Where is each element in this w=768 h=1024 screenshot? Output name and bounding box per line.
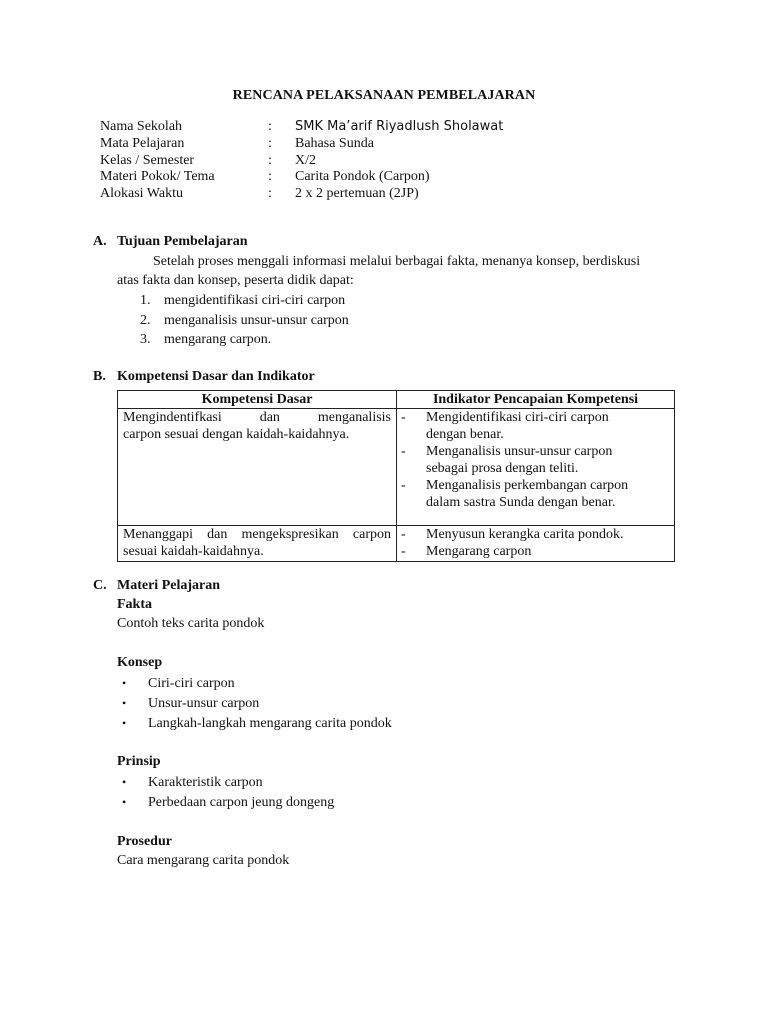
identity-label: Materi Pokok/ Tema — [100, 169, 215, 185]
list-item — [140, 330, 349, 350]
identity-label: Nama Sekolah — [100, 119, 183, 134]
subheading-konsep: Konsep — [117, 655, 163, 670]
subheading-fakta: Fakta — [117, 597, 152, 612]
identity-value: Bahasa Sunda — [295, 135, 374, 151]
indicator-item — [401, 409, 669, 443]
section-letter: B. — [93, 369, 106, 384]
identity-block — [100, 119, 595, 203]
identity-colon: : — [268, 169, 272, 185]
list-text: menganalisis unsur-unsur carpon — [164, 312, 349, 328]
list-text: Unsur-unsur carpon — [148, 695, 260, 711]
section-title: Kompetensi Dasar dan Indikator — [117, 369, 315, 384]
list-text: mengarang carpon. — [164, 332, 272, 348]
identity-value: X/2 — [295, 152, 316, 168]
identity-row — [100, 119, 595, 136]
identity-label: Alokasi Waktu — [100, 186, 183, 202]
indicator-line: Menganalisis unsur-unsur carpon — [426, 444, 613, 459]
list-text: mengidentifikasi ciri-ciri carpon — [164, 293, 346, 308]
objective-intro-line1: Setelah proses menggali informasi melalui berbagai fakta, menanya konsep, berdiskusi — [153, 254, 641, 269]
indicator-text: Mengarang carpon — [426, 544, 532, 559]
identity-value: Carita Pondok (Carpon) — [295, 169, 430, 185]
table-row — [118, 409, 675, 526]
dash-marker: - — [401, 478, 406, 493]
list-number: 2. — [140, 312, 151, 328]
list-text: Perbedaan carpon jeung dongeng — [148, 794, 335, 810]
section-title: Materi Pelajaran — [117, 578, 221, 593]
identity-colon: : — [268, 186, 272, 202]
dash-marker: - — [401, 544, 406, 559]
indicator-line: dengan benar. — [426, 427, 504, 442]
list-item — [122, 793, 334, 813]
section-c-heading — [93, 578, 220, 594]
identity-label: Mata Pelajaran — [100, 135, 185, 151]
list-item — [140, 291, 349, 311]
objective-intro-line2: atas fakta dan konsep, peserta didik dapat: — [117, 273, 354, 288]
kd-line: sesuai kaidah-kaidahnya. — [123, 544, 264, 559]
indicator-line: sebagai prosa dengan teliti. — [426, 461, 579, 476]
indicator-item — [401, 543, 669, 560]
objective-list — [140, 291, 349, 350]
list-item — [122, 674, 392, 694]
identity-value: SMK Ma’arif Riyadlush Sholawat — [295, 119, 504, 134]
list-item — [122, 773, 334, 793]
table-header-row — [118, 391, 675, 409]
prosedur-text: Cara mengarang carita pondok — [117, 853, 290, 868]
bullet-marker: • — [122, 794, 127, 809]
list-text: Langkah-langkah mengarang carita pondok — [148, 715, 392, 731]
identity-value: 2 x 2 pertemuan (2JP) — [295, 186, 419, 202]
kd-line: Menanggapi dan mengekspresikan carpon — [123, 527, 391, 542]
bullet-marker: • — [122, 775, 127, 789]
section-title: Tujuan Pembelajaran — [117, 234, 248, 249]
indicator-item — [401, 477, 669, 511]
kd-cell — [118, 409, 397, 526]
identity-colon: : — [268, 152, 272, 168]
konsep-list — [122, 674, 392, 733]
list-item — [140, 311, 349, 331]
dash-marker: - — [401, 444, 406, 459]
dash-marker: - — [401, 527, 406, 542]
identity-label: Kelas / Semester — [100, 152, 195, 168]
section-letter: C. — [93, 578, 107, 593]
subheading-prinsip: Prinsip — [117, 754, 161, 769]
identity-row — [100, 186, 595, 203]
indicator-item — [401, 526, 669, 543]
indicator-line: Mengidentifikasi ciri-ciri carpon — [426, 410, 609, 425]
identity-row — [100, 136, 595, 153]
document-title: RENCANA PELAKSANAAN PEMBELAJARAN — [232, 88, 536, 103]
indicator-text: Menyusun kerangka carita pondok. — [426, 527, 624, 542]
kd-line: carpon sesuai dengan kaidah-kaidahnya. — [123, 427, 350, 442]
bullet-marker: • — [122, 695, 127, 710]
identity-colon: : — [268, 119, 272, 134]
indicator-line: dalam sastra Sunda dengan benar. — [426, 495, 616, 510]
indicator-text — [426, 409, 609, 443]
column-header-indicator: Indikator Pencapaian Kompetensi — [397, 391, 675, 409]
kd-line: Mengindentifkasi dan menganalisis — [123, 410, 391, 425]
indicator-line: Menganalisis perkembangan carpon — [426, 478, 629, 493]
list-number: 3. — [140, 332, 151, 348]
prinsip-list — [122, 773, 334, 813]
dash-marker: - — [401, 410, 406, 425]
indicator-text — [426, 477, 628, 511]
indicator-text — [426, 443, 612, 477]
section-a-heading — [93, 234, 248, 250]
identity-row — [100, 153, 595, 170]
subheading-prosedur: Prosedur — [117, 834, 172, 849]
competency-table — [117, 390, 675, 562]
column-header-kd: Kompetensi Dasar — [118, 391, 397, 409]
list-text: Karakteristik carpon — [148, 775, 263, 790]
section-letter: A. — [93, 234, 107, 249]
list-item — [122, 694, 392, 714]
section-b-heading — [93, 369, 315, 385]
indicator-cell — [397, 409, 675, 526]
bullet-marker: • — [122, 676, 127, 690]
kd-cell — [118, 526, 397, 562]
indicator-cell — [397, 526, 675, 562]
identity-colon: : — [268, 135, 272, 151]
list-item — [122, 714, 392, 734]
list-number: 1. — [140, 293, 151, 308]
indicator-item — [401, 443, 669, 477]
bullet-marker: • — [122, 715, 127, 730]
identity-row — [100, 169, 595, 186]
table-row — [118, 526, 675, 562]
list-text: Ciri-ciri carpon — [148, 676, 235, 691]
fakta-text: Contoh teks carita pondok — [117, 616, 265, 631]
